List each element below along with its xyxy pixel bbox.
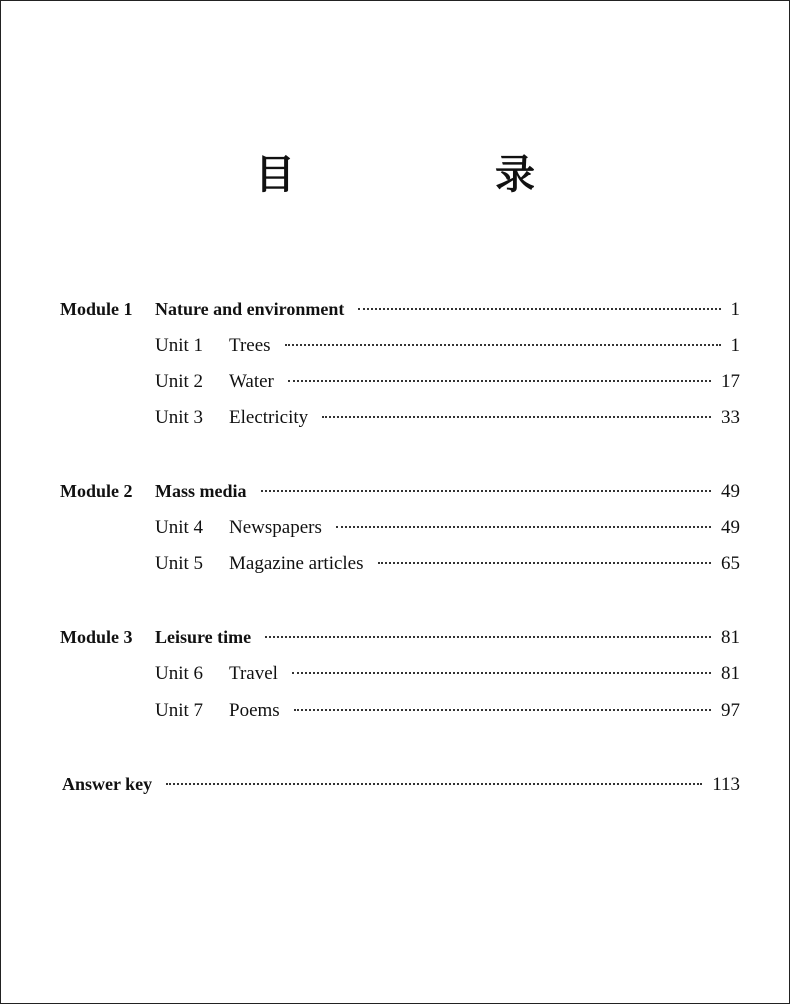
answer-key-title: Answer key [62, 774, 153, 794]
toc-title: 目 录 [255, 152, 615, 198]
toc-module-1[interactable] [60, 296, 740, 322]
unit-title: Newspapers [229, 517, 322, 538]
dot-leader [336, 526, 711, 528]
page-number: 49 [721, 481, 740, 502]
dot-leader [265, 636, 711, 638]
dot-leader [166, 783, 702, 785]
module-title: Leisure time [155, 627, 252, 647]
toc-unit-7[interactable] [155, 698, 740, 724]
page-number: 113 [712, 774, 740, 795]
toc-unit-3[interactable] [155, 405, 740, 431]
toc-unit-2[interactable] [155, 369, 740, 395]
dot-leader [322, 416, 711, 418]
unit-label: Unit 6 [155, 663, 204, 684]
module-label: Module 3 [60, 627, 133, 647]
unit-label: Unit 2 [155, 371, 204, 392]
page-number: 81 [721, 663, 740, 684]
unit-label: Unit 4 [155, 517, 204, 538]
dot-leader [358, 308, 720, 310]
page-number: 81 [721, 627, 740, 648]
module-title: Mass media [155, 481, 247, 501]
toc-unit-5[interactable] [155, 551, 740, 577]
page-number: 33 [721, 407, 740, 428]
module-label: Module 2 [60, 481, 133, 501]
unit-title: Water [229, 371, 274, 392]
toc-module-2[interactable] [60, 478, 740, 504]
unit-label: Unit 7 [155, 700, 204, 721]
page-number: 1 [730, 335, 740, 356]
unit-label: Unit 5 [155, 553, 204, 574]
unit-title: Poems [229, 700, 280, 721]
dot-leader [261, 490, 712, 492]
unit-title: Travel [229, 663, 278, 684]
unit-label: Unit 1 [155, 335, 204, 356]
module-label: Module 1 [60, 299, 133, 319]
unit-title: Magazine articles [229, 553, 364, 574]
page-number: 17 [721, 371, 740, 392]
page-number: 65 [721, 553, 740, 574]
unit-title: Trees [229, 335, 271, 356]
dot-leader [378, 562, 711, 564]
unit-title: Electricity [229, 407, 309, 428]
toc-answer-key[interactable] [62, 771, 740, 797]
module-title: Nature and environment [155, 299, 345, 319]
toc-unit-1[interactable] [155, 333, 740, 359]
dot-leader [294, 709, 711, 711]
toc-unit-4[interactable] [155, 515, 740, 541]
page-number: 1 [730, 299, 740, 320]
page-number: 49 [721, 517, 740, 538]
toc-module-3[interactable] [60, 624, 740, 650]
dot-leader [288, 380, 711, 382]
unit-label: Unit 3 [155, 407, 204, 428]
page-number: 97 [721, 700, 740, 721]
dot-leader [285, 344, 721, 346]
dot-leader [292, 672, 711, 674]
toc-unit-6[interactable] [155, 661, 740, 687]
